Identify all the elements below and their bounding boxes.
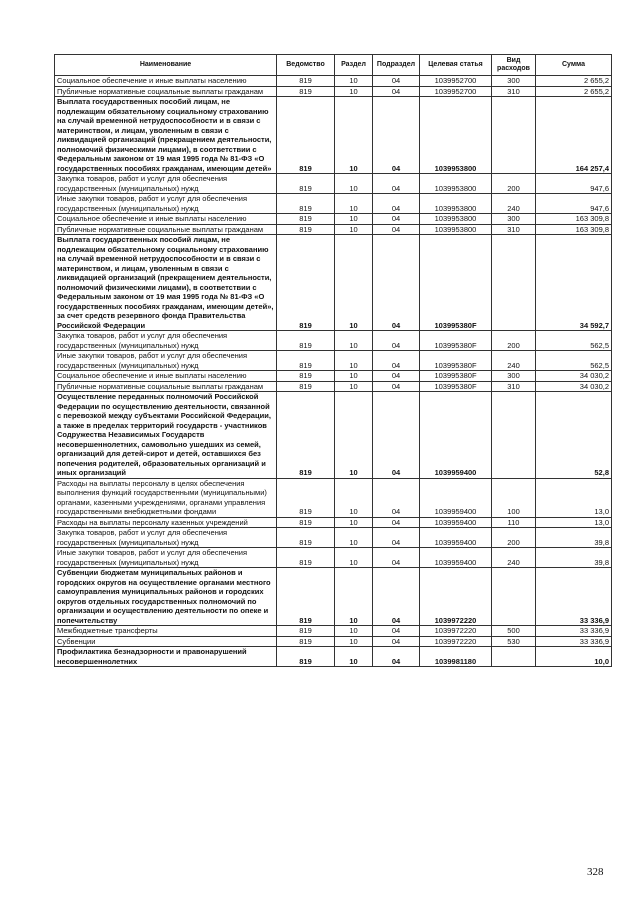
row-section: 10 — [335, 97, 373, 174]
row-department: 819 — [277, 174, 335, 194]
row-amount: 34 592,7 — [536, 235, 612, 331]
row-target-item: 1039972220 — [420, 568, 492, 626]
header-name: Наименование — [55, 55, 277, 76]
row-name: Закупка товаров, работ и услуг для обеспечения государственных (муниципальных) нужд — [55, 528, 277, 548]
row-expense-type: 240 — [492, 351, 536, 371]
row-expense-type — [492, 235, 536, 331]
row-expense-type: 300 — [492, 371, 536, 382]
row-name: Публичные нормативные социальные выплаты гражданам — [55, 381, 277, 392]
row-target-item: 1039959400 — [420, 517, 492, 528]
row-target-item: 1039959400 — [420, 528, 492, 548]
table-row — [55, 331, 612, 351]
row-expense-type — [492, 392, 536, 479]
row-department: 819 — [277, 626, 335, 637]
row-section: 10 — [335, 392, 373, 479]
row-section: 10 — [335, 86, 373, 97]
row-expense-type: 240 — [492, 548, 536, 568]
budget-table — [54, 54, 612, 667]
row-amount: 163 309,8 — [536, 214, 612, 225]
row-section: 10 — [335, 351, 373, 371]
row-target-item: 1039959400 — [420, 548, 492, 568]
row-target-item: 1039952700 — [420, 76, 492, 87]
row-subsection: 04 — [373, 97, 420, 174]
row-expense-type: 100 — [492, 478, 536, 517]
row-amount: 2 655,2 — [536, 76, 612, 87]
table-row — [55, 351, 612, 371]
row-subsection: 04 — [373, 647, 420, 667]
row-subsection: 04 — [373, 235, 420, 331]
row-subsection: 04 — [373, 636, 420, 647]
row-department: 819 — [277, 548, 335, 568]
row-name: Осуществление переданных полномочий Российской Федерации по осуществлению деятельности, связанной с перевозкой между субъектами Российской Федерации, а также в пределах территорий государств - участников Содружества Независимых Государств несовершеннолетних, самовольно ушедших из семей, организаций для детей-сирот и детей, оставшихся без попечения родителей, образовательных организаций и иных организаций — [55, 392, 277, 479]
row-expense-type: 530 — [492, 636, 536, 647]
row-subsection: 04 — [373, 76, 420, 87]
row-section: 10 — [335, 331, 373, 351]
table-body — [55, 76, 612, 667]
row-subsection: 04 — [373, 194, 420, 214]
row-expense-type: 300 — [492, 214, 536, 225]
row-section: 10 — [335, 194, 373, 214]
row-department: 819 — [277, 381, 335, 392]
row-amount: 13,0 — [536, 517, 612, 528]
row-department: 819 — [277, 371, 335, 382]
budget-table-sheet — [54, 54, 611, 667]
row-expense-type: 110 — [492, 517, 536, 528]
row-section: 10 — [335, 517, 373, 528]
row-subsection: 04 — [373, 351, 420, 371]
row-name: Выплата государственных пособий лицам, не подлежащим обязательному социальному страхованию на случай временной нетрудоспособности и в связи с материнством, и лицам, уволенным в связи с ликвидацией организаций (прекращением деятельности, полномочий физическими лицами), в соответствии с Федеральным законом от 19 мая 1995 года № 81-ФЗ «О государственных пособиях гражданам, имеющим детей», за счет средств резервного фонда Правительства Российской Федерации — [55, 235, 277, 331]
table-row — [55, 214, 612, 225]
row-department: 819 — [277, 636, 335, 647]
row-name: Выплата государственных пособий лицам, не подлежащим обязательному социальному страхованию на случай временной нетрудоспособности и в связи с материнством, и лицам, уволенным в связи с ликвидацией организаций (прекращением деятельности, полномочий физическими лицами), в соответствии с Федеральным законом от 19 мая 1995 года № 81-ФЗ «О государственных пособиях гражданам, имеющим детей» — [55, 97, 277, 174]
row-target-item: 1039953800 — [420, 174, 492, 194]
row-section: 10 — [335, 214, 373, 225]
row-amount: 34 030,2 — [536, 381, 612, 392]
table-header-row — [55, 55, 612, 76]
row-name: Социальное обеспечение и иные выплаты населению — [55, 371, 277, 382]
table-row — [55, 647, 612, 667]
table-row — [55, 636, 612, 647]
row-name: Иные закупки товаров, работ и услуг для обеспечения государственных (муниципальных) нужд — [55, 351, 277, 371]
row-name: Профилактика безнадзорности и правонарушений несовершеннолетних — [55, 647, 277, 667]
row-amount: 52,8 — [536, 392, 612, 479]
row-section: 10 — [335, 235, 373, 331]
row-section: 10 — [335, 568, 373, 626]
row-name: Социальное обеспечение и иные выплаты населению — [55, 214, 277, 225]
table-row — [55, 76, 612, 87]
row-section: 10 — [335, 626, 373, 637]
header-amount: Сумма — [536, 55, 612, 76]
page-number: 328 — [587, 866, 604, 878]
row-subsection: 04 — [373, 331, 420, 351]
row-target-item: 1039972220 — [420, 636, 492, 647]
row-department: 819 — [277, 194, 335, 214]
row-target-item: 1039953800 — [420, 214, 492, 225]
row-name: Закупка товаров, работ и услуг для обеспечения государственных (муниципальных) нужд — [55, 331, 277, 351]
row-expense-type: 300 — [492, 76, 536, 87]
row-name: Социальное обеспечение и иные выплаты населению — [55, 76, 277, 87]
table-row — [55, 517, 612, 528]
row-section: 10 — [335, 224, 373, 235]
row-department: 819 — [277, 647, 335, 667]
row-section: 10 — [335, 371, 373, 382]
row-target-item: 1039953800 — [420, 224, 492, 235]
row-expense-type: 200 — [492, 174, 536, 194]
header-expense-type: Вид расходов — [492, 55, 536, 76]
table-row — [55, 86, 612, 97]
row-subsection: 04 — [373, 371, 420, 382]
row-target-item: 103995380F — [420, 381, 492, 392]
row-subsection: 04 — [373, 568, 420, 626]
row-department: 819 — [277, 478, 335, 517]
row-section: 10 — [335, 174, 373, 194]
row-section: 10 — [335, 478, 373, 517]
row-name: Субвенции — [55, 636, 277, 647]
row-target-item: 103995380F — [420, 331, 492, 351]
row-department: 819 — [277, 392, 335, 479]
table-row — [55, 381, 612, 392]
row-name: Иные закупки товаров, работ и услуг для обеспечения государственных (муниципальных) нужд — [55, 194, 277, 214]
row-department: 819 — [277, 331, 335, 351]
table-row — [55, 478, 612, 517]
row-subsection: 04 — [373, 174, 420, 194]
row-expense-type: 500 — [492, 626, 536, 637]
row-department: 819 — [277, 76, 335, 87]
row-department: 819 — [277, 86, 335, 97]
row-name: Публичные нормативные социальные выплаты гражданам — [55, 224, 277, 235]
row-target-item: 1039972220 — [420, 626, 492, 637]
row-name: Субвенции бюджетам муниципальных районов и городских округов на осуществление органами местного самоуправления муниципальных районов и городских округов отдельных государственных полномочий по организации и осуществлению деятельности по опеке и попечительству — [55, 568, 277, 626]
row-name: Межбюджетные трансферты — [55, 626, 277, 637]
row-expense-type: 200 — [492, 528, 536, 548]
row-subsection: 04 — [373, 86, 420, 97]
row-section: 10 — [335, 647, 373, 667]
table-row — [55, 528, 612, 548]
row-section: 10 — [335, 636, 373, 647]
row-name: Публичные нормативные социальные выплаты гражданам — [55, 86, 277, 97]
row-amount: 39,8 — [536, 548, 612, 568]
row-section: 10 — [335, 548, 373, 568]
row-amount: 164 257,4 — [536, 97, 612, 174]
row-department: 819 — [277, 517, 335, 528]
row-name: Закупка товаров, работ и услуг для обеспечения государственных (муниципальных) нужд — [55, 174, 277, 194]
row-department: 819 — [277, 235, 335, 331]
table-row — [55, 392, 612, 479]
row-department: 819 — [277, 214, 335, 225]
row-subsection: 04 — [373, 214, 420, 225]
row-amount: 562,5 — [536, 351, 612, 371]
row-section: 10 — [335, 76, 373, 87]
table-row — [55, 548, 612, 568]
row-amount: 34 030,2 — [536, 371, 612, 382]
table-row — [55, 371, 612, 382]
row-amount: 10,0 — [536, 647, 612, 667]
row-subsection: 04 — [373, 517, 420, 528]
row-target-item: 103995380F — [420, 235, 492, 331]
row-subsection: 04 — [373, 626, 420, 637]
row-target-item: 1039952700 — [420, 86, 492, 97]
row-target-item: 103995380F — [420, 371, 492, 382]
row-department: 819 — [277, 224, 335, 235]
header-section: Раздел — [335, 55, 373, 76]
row-amount: 33 336,9 — [536, 636, 612, 647]
table-row — [55, 235, 612, 331]
row-expense-type: 310 — [492, 86, 536, 97]
table-row — [55, 174, 612, 194]
row-name: Расходы на выплаты персоналу казенных учреждений — [55, 517, 277, 528]
row-amount: 13,0 — [536, 478, 612, 517]
row-amount: 33 336,9 — [536, 568, 612, 626]
table-row — [55, 224, 612, 235]
header-subsection: Подраздел — [373, 55, 420, 76]
row-expense-type — [492, 647, 536, 667]
row-subsection: 04 — [373, 528, 420, 548]
row-target-item: 1039953800 — [420, 97, 492, 174]
table-row — [55, 626, 612, 637]
header-department: Ведомство — [277, 55, 335, 76]
row-amount: 562,5 — [536, 331, 612, 351]
row-amount: 163 309,8 — [536, 224, 612, 235]
table-row — [55, 194, 612, 214]
row-target-item: 1039959400 — [420, 392, 492, 479]
row-section: 10 — [335, 381, 373, 392]
row-department: 819 — [277, 97, 335, 174]
row-expense-type — [492, 97, 536, 174]
row-subsection: 04 — [373, 548, 420, 568]
row-target-item: 1039981180 — [420, 647, 492, 667]
row-subsection: 04 — [373, 478, 420, 517]
row-amount: 39,8 — [536, 528, 612, 548]
row-amount: 947,6 — [536, 194, 612, 214]
row-expense-type: 240 — [492, 194, 536, 214]
row-name: Иные закупки товаров, работ и услуг для обеспечения государственных (муниципальных) нужд — [55, 548, 277, 568]
row-amount: 2 655,2 — [536, 86, 612, 97]
row-amount: 947,6 — [536, 174, 612, 194]
row-department: 819 — [277, 568, 335, 626]
row-target-item: 103995380F — [420, 351, 492, 371]
row-expense-type: 200 — [492, 331, 536, 351]
row-expense-type — [492, 568, 536, 626]
row-expense-type: 310 — [492, 381, 536, 392]
row-target-item: 1039959400 — [420, 478, 492, 517]
row-expense-type: 310 — [492, 224, 536, 235]
row-target-item: 1039953800 — [420, 194, 492, 214]
row-name: Расходы на выплаты персоналу в целях обеспечения выполнения функций государственными (муниципальными) органами, казенными учреждениями, органами управления государственными внебюджетными фондами — [55, 478, 277, 517]
header-target-item: Целевая статья — [420, 55, 492, 76]
row-amount: 33 336,9 — [536, 626, 612, 637]
row-subsection: 04 — [373, 381, 420, 392]
row-section: 10 — [335, 528, 373, 548]
row-subsection: 04 — [373, 224, 420, 235]
row-department: 819 — [277, 351, 335, 371]
row-subsection: 04 — [373, 392, 420, 479]
row-department: 819 — [277, 528, 335, 548]
table-row — [55, 568, 612, 626]
table-row — [55, 97, 612, 174]
